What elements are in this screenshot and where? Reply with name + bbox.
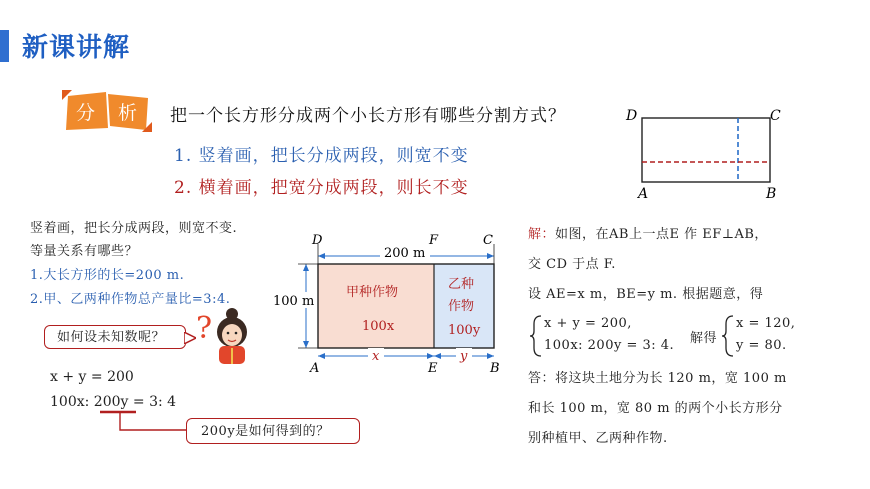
question-bubble <box>44 325 186 349</box>
label-d: D <box>312 233 323 248</box>
system-1-eq-2: 100x: 200y = 3: 4. <box>544 338 675 353</box>
answer-line-3: 别种植甲、乙两种作物. <box>528 431 668 446</box>
system-brace-2 <box>720 314 736 358</box>
label-a: A <box>310 361 320 376</box>
small-label-d: D <box>626 108 638 124</box>
eq2-part-a: 100x: <box>50 394 94 410</box>
analysis-question: 把一个长方形分成两个小长方形有哪些分割方式？ <box>170 106 566 126</box>
solve-word: 解得 <box>690 331 718 346</box>
system-brace-1 <box>528 314 544 358</box>
hint-box-text: 200y是如何得到的？ <box>201 424 330 439</box>
system-2-eq-1: x = 120, <box>736 316 796 331</box>
answer-line-2: 和长 100 m，宽 80 m 的两个小长方形分 <box>528 401 783 416</box>
analysis-option-horizontal: 2. 横着画，把宽分成两段，则长不变 <box>174 178 469 198</box>
question-bubble-text: 如何设未知数呢？ <box>57 330 166 345</box>
label-c: C <box>483 233 493 248</box>
analysis-tag <box>62 90 152 132</box>
page-title: 新课讲解 <box>22 33 131 63</box>
left-line-1: 竖着画，把长分成两段，则宽不变. <box>30 221 238 236</box>
eq2-part-highlight: 200y <box>93 394 129 410</box>
label-f: F <box>429 233 439 248</box>
tag-char-1: 分 <box>76 102 96 124</box>
answer-line-1: 答：将这块土地分为长 120 m，宽 100 m <box>528 371 787 386</box>
bottom-y-label: y <box>460 349 468 364</box>
small-label-a: A <box>638 186 649 202</box>
small-rectangle-figure <box>620 104 790 202</box>
left-region-fill <box>318 264 434 348</box>
eq2-part-c: = 3: 4 <box>128 394 177 410</box>
analysis-option-vertical: 1. 竖着画，把长分成两段，则宽不变 <box>174 146 469 166</box>
solution-line-3: 设 AE=x m，BE=y m. 根据题意，得 <box>528 287 764 302</box>
side-length-label: 100 m <box>273 294 315 309</box>
question-mark-icon: ? <box>196 311 213 346</box>
hint-connector <box>96 410 196 440</box>
system-1-eq-1: x + y = 200, <box>544 316 632 331</box>
solution-line-1-text: 如图，在AB上一点E 作 EF⊥AB， <box>555 227 768 242</box>
label-b: B <box>490 361 500 376</box>
small-label-b: B <box>766 186 777 202</box>
left-region-value: 100x <box>362 319 395 334</box>
title-accent-bar <box>0 30 9 62</box>
left-region-label: 甲种作物 <box>346 285 399 300</box>
small-label-c: C <box>770 108 781 124</box>
solution-line-2: 交 CD 于点 F. <box>528 257 616 272</box>
main-rectangle-figure <box>272 230 512 380</box>
system-2-eq-2: y = 80. <box>736 338 787 353</box>
left-line-3: 1.大长方形的长=200 m. <box>30 268 185 283</box>
top-length-label: 200 m <box>384 246 426 261</box>
hint-box <box>186 418 360 444</box>
solution-prefix: 解： <box>528 227 556 242</box>
label-e: E <box>428 361 438 376</box>
right-region-label-2: 作物 <box>448 299 475 314</box>
thinking-girl-illustration <box>192 304 258 366</box>
left-equation-1: x + y = 200 <box>50 369 134 385</box>
left-line-2: 等量关系有哪些？ <box>30 244 139 259</box>
tag-char-2: 析 <box>118 102 138 124</box>
bottom-x-label: x <box>372 349 380 364</box>
right-region-label-1: 乙种 <box>448 277 475 292</box>
left-equation-2 <box>50 394 176 410</box>
left-line-4: 2.甲、乙两种作物总产量比=3:4. <box>30 292 231 307</box>
solution-line-1 <box>528 223 768 242</box>
right-region-value: 100y <box>448 323 481 338</box>
